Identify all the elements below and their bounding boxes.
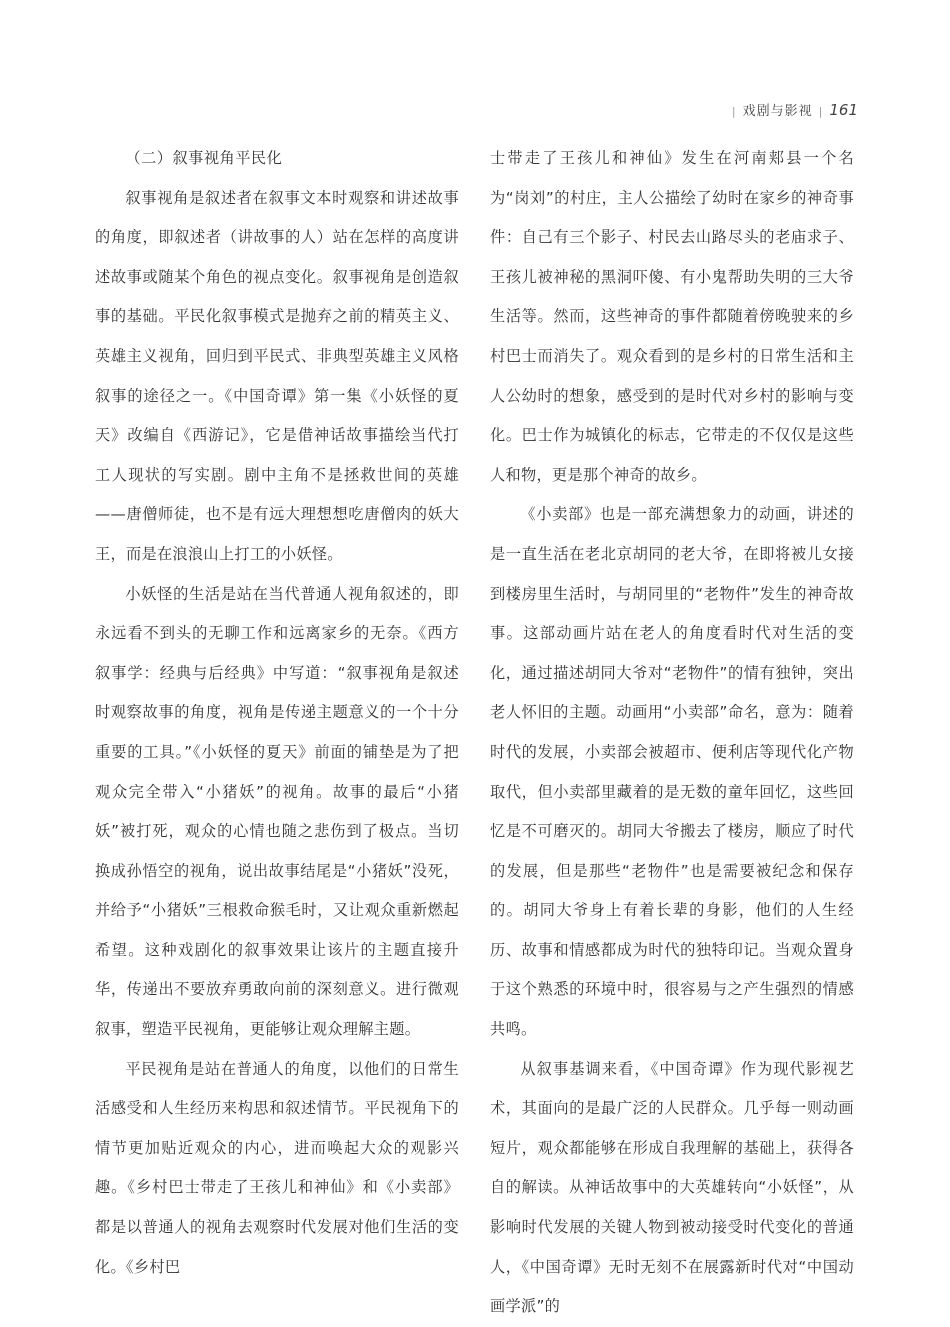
page-number: 161 [829, 101, 858, 119]
header-divider-left: | [731, 105, 737, 118]
header-divider-right: | [818, 105, 824, 118]
section-heading: （二）叙事视角平民化 [125, 149, 283, 167]
paragraph: 从叙事基调来看，《中国奇谭》作为现代影视艺术，其面向的是最广泛的人民群众。几乎每一则动画短片，观众都能够在形成自我理解的基础上，获得各自的解读。从神话故事中的大英雄转向“小妖怪”，从影响时代发展的关键人物到被动接受时代变化的普通人，《中国奇谭》无时无刻不在展露新时代对“中国动画学派”的 [490, 1059, 854, 1316]
running-header [726, 100, 858, 119]
paragraph: 叙事视角是叙述者在叙事文本时观察和讲述故事的角度，即叙述者（讲故事的人）站在怎样的高度讲述故事或随某个角色的视点变化。叙事视角是创造叙事的基础。平民化叙事模式是抛弃之前的精英主义、英雄主义视角，回归到平民式、非典型英雄主义风格叙事的途径之一。《中国奇谭》第一集《小妖怪的夏天》改编自《西游记》，它是借神话故事描绘当代打工人现状的写实剧。剧中主角不是拯救世间的英雄——唐僧师徒，也不是有远大理想想吃唐僧肉的妖大王，而是在浪浪山上打工的小妖怪。 [95, 188, 459, 563]
right-column [490, 139, 854, 1327]
paragraph: 小妖怪的生活是站在当代普通人视角叙述的，即永远看不到头的无聊工作和远离家乡的无奈。《西方叙事学：经典与后经典》中写道：“叙事视角是叙述时观察故事的角度，视角是传递主题意义的一个十分重要的工具。”《小妖怪的夏天》前面的铺垫是为了把观众完全带入“小猪妖”的视角。故事的最后“小猪妖”被打死，观众的心情也随之悲伤到了极点。当切换成孙悟空的视角，说出故事结尾是“小猪妖”没死，并给予“小猪妖”三根救命猴毛时，又让观众重新燃起希望。这种戏剧化的叙事效果让该片的主题直接升华，传递出不要放弃勇敢向前的深刻意义。进行微观叙事，塑造平民视角，更能够让观众理解主题。 [95, 584, 459, 1039]
paragraph: 《小卖部》也是一部充满想象力的动画，讲述的是一直生活在老北京胡同的老大爷，在即将被儿女接到楼房里生活时，与胡同里的“老物件”发生的神奇故事。这部动画片站在老人的角度看时代对生活的变化，通过描述胡同大爷对“老物件”的情有独钟，突出老人怀旧的主题。动画用“小卖部”命名，意为：随着时代的发展，小卖部会被超市、便利店等现代化产物取代，但小卖部里藏着的是无数的童年回忆，这些回忆是不可磨灭的。胡同大爷搬去了楼房，顺应了时代的发展，但是那些“老物件”也是需要被纪念和保存的。胡同大爷身上有着长辈的身影，他们的人生经历、故事和情感都成为时代的独特印记。当观众置身于这个熟悉的环境中时，很容易与之产生强烈的情感共鸣。 [490, 505, 854, 1039]
left-column [95, 139, 459, 1287]
paragraph: 平民视角是站在普通人的角度，以他们的日常生活感受和人生经历来构思和叙述情节。平民视角下的情节更加贴近观众的内心，进而唤起大众的观影兴趣。《乡村巴士带走了王孩儿和神仙》和《小卖部》都是以普通人的视角去观察时代发展对他们生活的变化。《乡村巴 [95, 1059, 459, 1276]
header-section-title: 戏剧与影视 [742, 104, 813, 119]
paragraph-continued: 士带走了王孩儿和神仙》发生在河南郏县一个名为“岗刘”的村庄，主人公描绘了幼时在家乡的神奇事件：自己有三个影子、村民去山路尽头的老庙求子、王孩儿被神秘的黑洞吓傻、有小鬼帮助失明的三大爷生活等。然而，这些神奇的事件都随着傍晚驶来的乡村巴士而消失了。观众看到的是乡村的日常生活和主人公幼时的想象，感受到的是时代对乡村的影响与变化。巴士作为城镇化的标志，它带走的不仅仅是这些人和物，更是那个神奇的故乡。 [490, 149, 854, 484]
